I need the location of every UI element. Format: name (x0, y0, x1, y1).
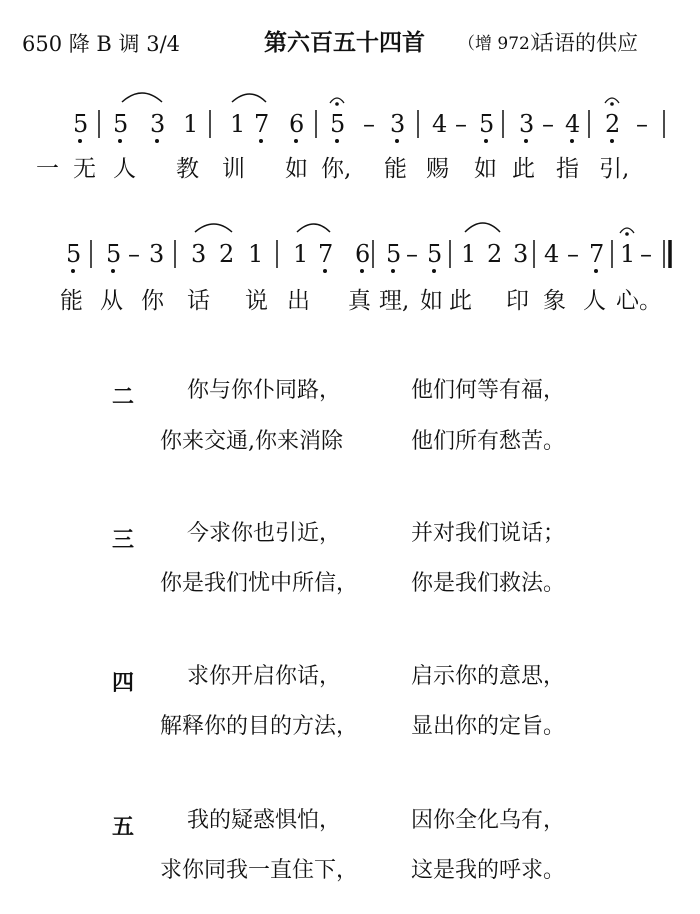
note: 6 (289, 110, 305, 138)
dash: – (128, 240, 140, 268)
dash: – (455, 110, 467, 138)
note: 6 (355, 240, 371, 268)
lyric-char: 人 (583, 288, 606, 314)
verse-line: 启示你的意思， (411, 664, 566, 689)
octave-dot (594, 269, 598, 273)
verse-line: 你是我们忧中所信， (160, 571, 359, 596)
note: 2 (605, 110, 621, 138)
note: 7 (254, 110, 270, 138)
note: 3 (191, 240, 207, 268)
note: 1 (461, 240, 477, 268)
note: 2 (487, 240, 503, 268)
hymn-title: 第六百五十四首 (264, 30, 425, 56)
lyric-char: 如 (285, 156, 308, 182)
lyric-char: 此 (512, 156, 535, 182)
verse-line: 求你同我一直住下， (160, 858, 359, 883)
octave-dot (111, 269, 115, 273)
octave-dot (432, 269, 436, 273)
lyrics-line-1 (0, 158, 700, 186)
dash: – (640, 240, 652, 268)
octave-dot (294, 139, 298, 143)
note: 3 (150, 110, 166, 138)
note: 7 (318, 240, 334, 268)
slur (195, 224, 232, 232)
note: 4 (432, 110, 448, 138)
verse-line: 他们何等有福， (411, 378, 566, 403)
fermata-dot (335, 102, 339, 106)
verse-number: 三 (112, 528, 135, 553)
verse-line: 解释你的目的方法， (160, 714, 359, 739)
hymn-number-key-time: 650 降 B 调 3/4 (22, 32, 181, 56)
lyric-char: 如 (420, 288, 443, 314)
lyric-char: 训 (222, 156, 245, 182)
verse-line: 他们所有愁苦。 (411, 429, 566, 454)
octave-dot (395, 139, 399, 143)
dash: – (406, 240, 418, 268)
note: 4 (544, 240, 560, 268)
octave-dot (335, 139, 339, 143)
slur (232, 94, 266, 102)
verse-line: 你来交通,你来消除 (160, 429, 343, 454)
octave-dot (524, 139, 528, 143)
octave-dot (71, 269, 75, 273)
note: 5 (113, 110, 129, 138)
verse-number: 四 (112, 671, 135, 696)
lyric-char: 出 (287, 288, 310, 314)
lyric-char: 如 (474, 156, 497, 182)
lyric-char: 心。 (616, 288, 662, 314)
hymn-supplement-number: （增 972） (458, 34, 547, 54)
lyric-char: 你, (321, 156, 352, 182)
lyric-char: 说 (245, 288, 268, 314)
lyric-char: 能 (60, 288, 83, 314)
lyric-char: 人 (113, 156, 136, 182)
lyric-char: 引, (599, 156, 630, 182)
lyrics-line-2 (0, 290, 700, 318)
lyric-char: 印 (506, 288, 529, 314)
dash: – (363, 110, 375, 138)
octave-dot (118, 139, 122, 143)
verse-line: 因你全化乌有， (411, 808, 566, 833)
lyric-char: 真 (348, 288, 371, 314)
hymn-subtitle: 话语的供应 (533, 31, 638, 55)
note: 4 (565, 110, 581, 138)
slur (297, 224, 330, 232)
verse-line: 你与你仆同路， (187, 378, 342, 403)
octave-dot (610, 139, 614, 143)
verse-number: 五 (112, 815, 135, 840)
fermata-dot (610, 102, 614, 106)
lyric-char: 从 (100, 288, 123, 314)
note: 5 (106, 240, 122, 268)
verse-line: 今求你也引近， (187, 521, 342, 546)
note: 5 (386, 240, 402, 268)
verse-line: 并对我们说话； (411, 521, 566, 546)
note: 3 (513, 240, 529, 268)
note: 1 (230, 110, 246, 138)
verse-line: 我的疑惑惧怕， (187, 808, 342, 833)
octave-dot (78, 139, 82, 143)
dash: – (567, 240, 579, 268)
lyric-char: 此 (449, 288, 472, 314)
lyric-char: 能 (384, 156, 407, 182)
slur (122, 93, 162, 102)
lyric-char: 赐 (426, 156, 449, 182)
lyric-char: 教 (176, 156, 199, 182)
octave-dot (155, 139, 159, 143)
note: 1 (183, 110, 199, 138)
verse-line: 求你开启你话， (187, 664, 342, 689)
lyric-char: 你 (141, 288, 164, 314)
dash: – (636, 110, 648, 138)
verse-line: 你是我们救法。 (411, 571, 566, 596)
dash: – (542, 110, 554, 138)
note: 3 (149, 240, 165, 268)
octave-dot (570, 139, 574, 143)
note: 7 (589, 240, 605, 268)
octave-dot (323, 269, 327, 273)
lyric-char: 一 (36, 156, 59, 182)
note: 5 (330, 110, 346, 138)
note: 1 (248, 240, 264, 268)
note: 5 (73, 110, 89, 138)
note: 1 (620, 240, 636, 268)
note: 5 (427, 240, 443, 268)
note: 3 (519, 110, 535, 138)
note: 5 (479, 110, 495, 138)
octave-dot (391, 269, 395, 273)
note: 2 (219, 240, 235, 268)
lyric-char: 话 (187, 288, 210, 314)
lyric-char: 指 (556, 156, 579, 182)
slur (465, 223, 500, 232)
verse-line: 显出你的定旨。 (411, 714, 566, 739)
fermata-dot (625, 232, 629, 236)
note: 5 (66, 240, 82, 268)
octave-dot (484, 139, 488, 143)
lyric-char: 理, (379, 288, 410, 314)
octave-dot (360, 269, 364, 273)
note: 1 (293, 240, 309, 268)
note: 3 (390, 110, 406, 138)
lyric-char: 无 (73, 156, 96, 182)
lyric-char: 象 (543, 288, 566, 314)
verse-line: 这是我的呼求。 (411, 858, 566, 883)
verse-number: 二 (112, 385, 135, 410)
octave-dot (259, 139, 263, 143)
